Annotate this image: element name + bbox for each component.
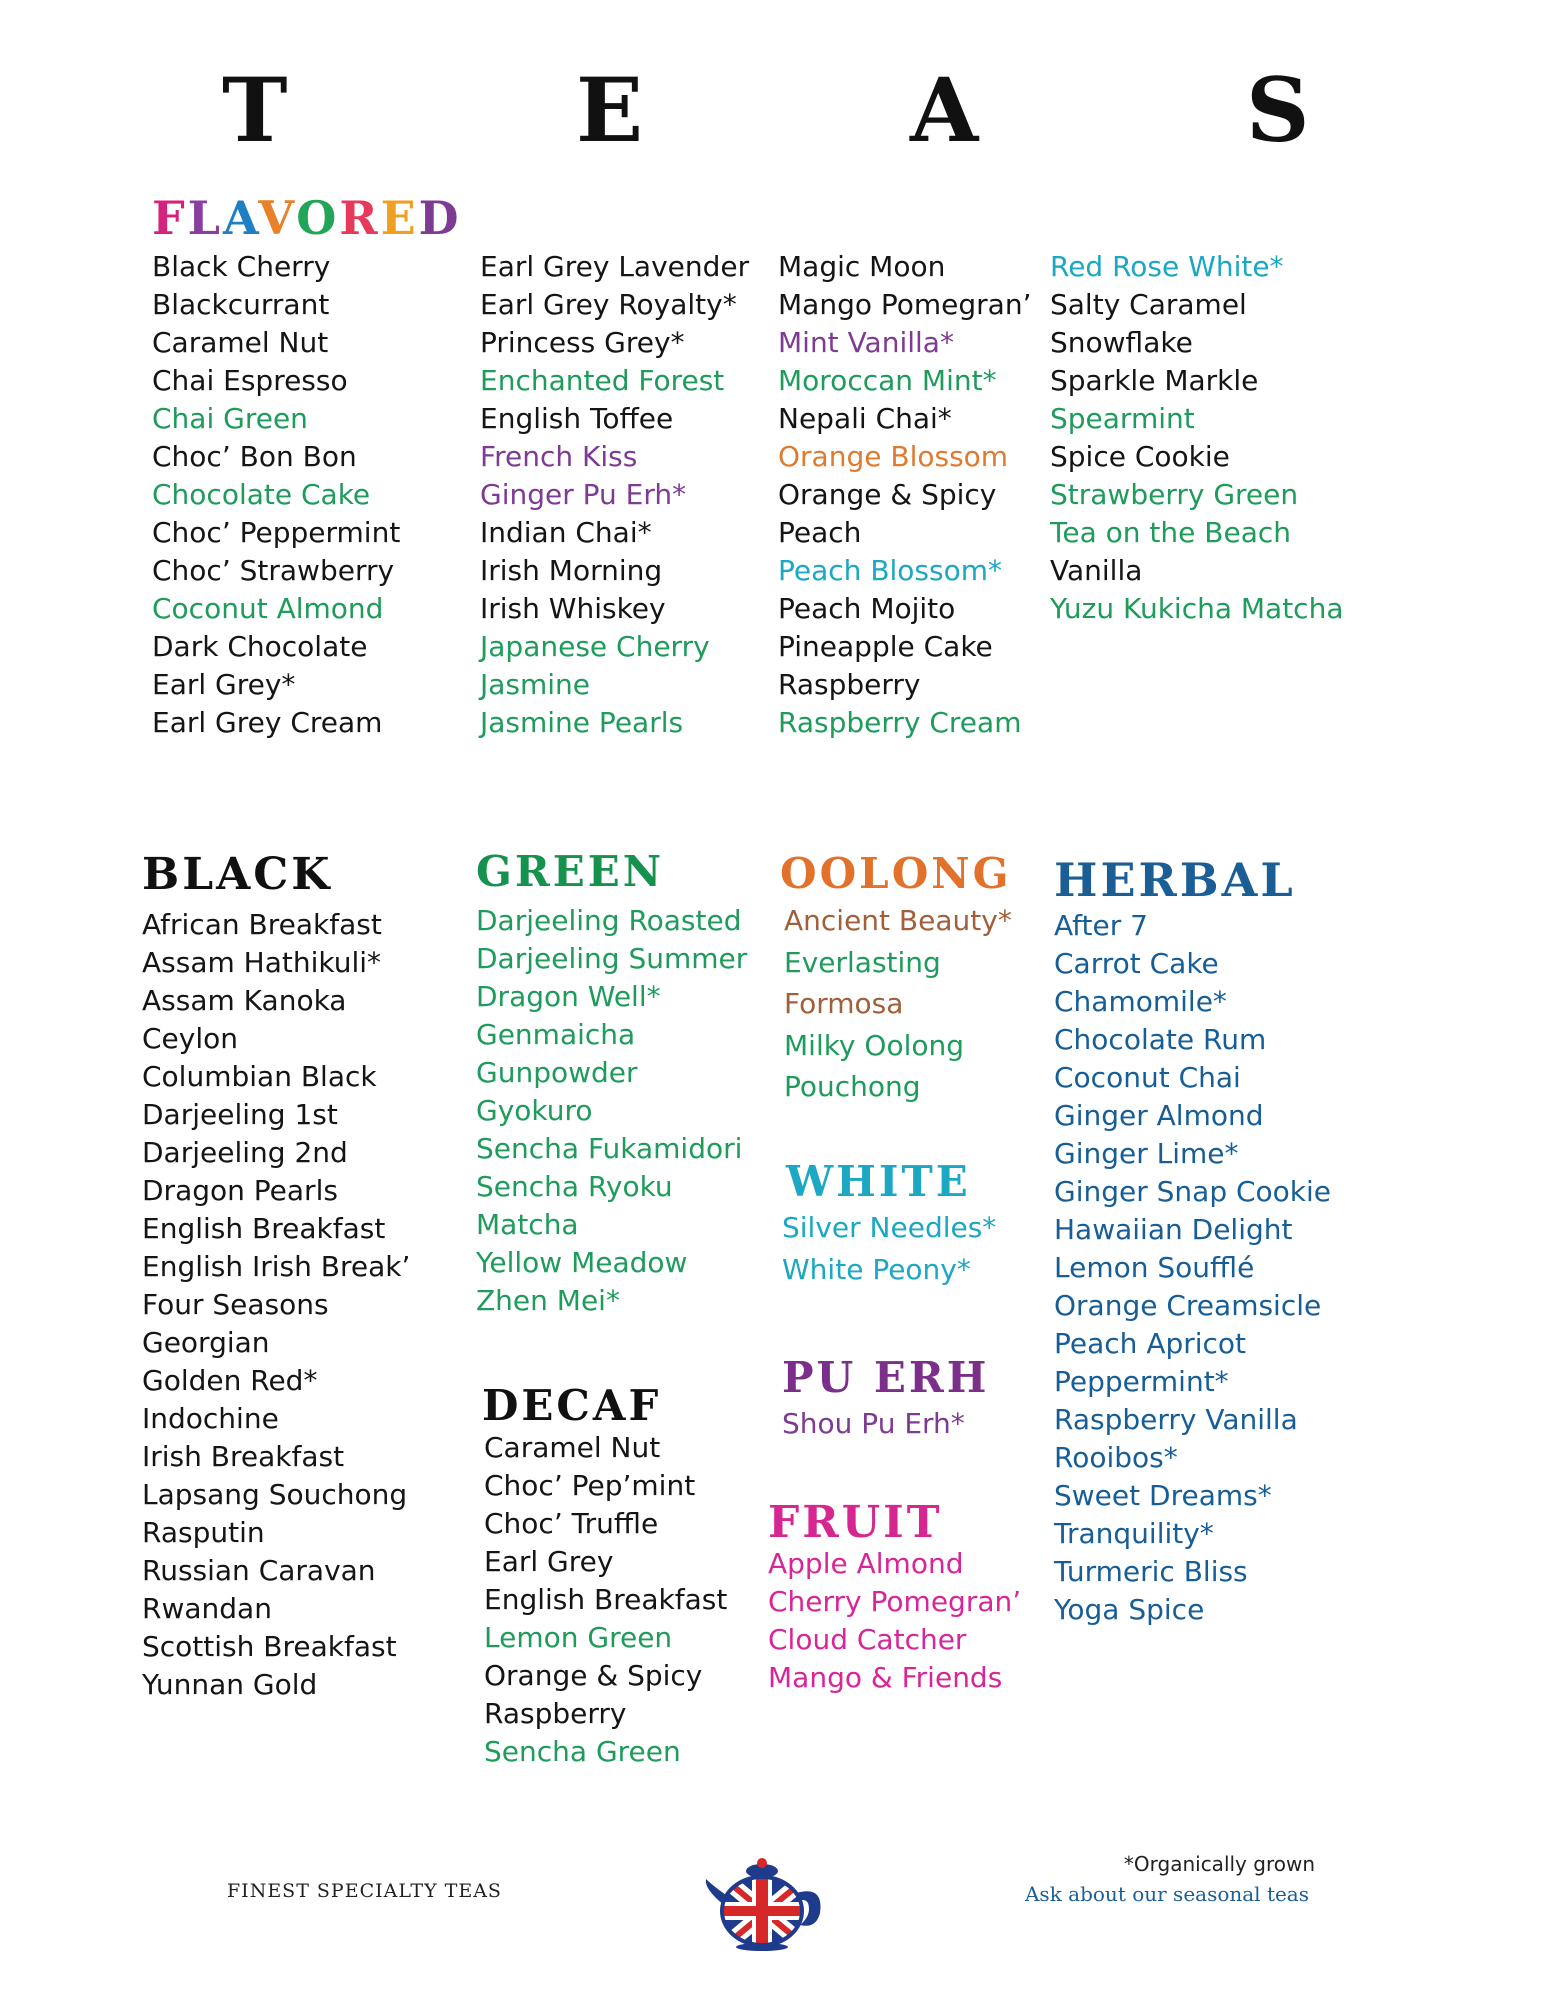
tea-item: Black Cherry — [152, 250, 331, 283]
decaf-list — [484, 1429, 727, 1771]
tea-item: Ginger Lime* — [1054, 1137, 1239, 1170]
tea-item: Gunpowder — [476, 1056, 638, 1089]
tea-item: White Peony* — [782, 1252, 971, 1286]
green-list — [476, 902, 747, 1320]
tea-item: Darjeeling Summer — [476, 942, 748, 975]
tea-item: Raspberry Vanilla — [1054, 1403, 1298, 1436]
tea-item: Earl Grey Lavender — [480, 250, 750, 283]
tea-item: Georgian — [142, 1326, 270, 1359]
tea-item: Chai Green — [152, 402, 308, 435]
tea-item: Spearmint — [1050, 402, 1195, 435]
tea-item: Pouchong — [784, 1070, 921, 1103]
tea-item: African Breakfast — [142, 908, 382, 941]
tea-item: Choc’ Peppermint — [152, 516, 401, 549]
herbal-list — [1054, 907, 1331, 1629]
tea-item: Pineapple Cake — [778, 630, 993, 663]
tea-item: Yunnan Gold — [142, 1668, 318, 1701]
union-jack-teapot-icon — [700, 1855, 835, 1955]
tea-item: Darjeeling 2nd — [142, 1136, 348, 1169]
seasonal-note: Ask about our seasonal teas — [1024, 1882, 1309, 1906]
tea-item: Jasmine Pearls — [480, 706, 684, 739]
tea-item: Dark Chocolate — [152, 630, 368, 663]
tea-item: Jasmine — [480, 668, 591, 701]
title-letter-a: A — [910, 58, 979, 162]
tea-item: Strawberry Green — [1050, 478, 1299, 511]
fruit-heading: FRUIT — [768, 1497, 943, 1548]
tea-item: Yoga Spice — [1054, 1593, 1205, 1626]
white-list — [782, 1207, 996, 1290]
tea-item: Orange & Spicy — [484, 1659, 703, 1692]
tea-item: Peach Apricot — [1054, 1327, 1247, 1360]
tea-item: Turmeric Bliss — [1054, 1555, 1248, 1588]
tea-item: Ginger Pu Erh* — [480, 478, 687, 511]
tea-item: Matcha — [476, 1208, 579, 1241]
title-letter-s: S — [1246, 58, 1310, 162]
tea-item: Tea on the Beach — [1050, 516, 1291, 549]
tea-item: Sparkle Markle — [1050, 364, 1259, 397]
tea-item: Choc’ Truffle — [484, 1507, 659, 1540]
tea-item: Nepali Chai* — [778, 402, 952, 435]
tea-item: Rooibos* — [1054, 1441, 1178, 1474]
tea-item: Ceylon — [142, 1022, 239, 1055]
tea-item: English Toffee — [480, 402, 674, 435]
flavored-list-col-2 — [480, 248, 749, 742]
tea-item: French Kiss — [480, 440, 638, 473]
black-heading: BLACK — [142, 849, 333, 900]
tea-item: Silver Needles* — [782, 1211, 997, 1244]
title-letter-t: T — [222, 58, 288, 162]
tea-item: Hawaiian Delight — [1054, 1213, 1293, 1246]
flavored-heading-letter: L — [187, 191, 224, 245]
tea-item: Formosa — [784, 987, 904, 1020]
black-list — [142, 906, 410, 1704]
tea-item: Irish Morning — [480, 554, 663, 587]
flavored-list-col-4 — [1050, 248, 1343, 628]
tea-item: Assam Kanoka — [142, 984, 347, 1017]
tea-item: Sencha Green — [484, 1735, 681, 1768]
tea-item: Everlasting — [784, 945, 941, 979]
tea-item: Earl Grey Cream — [152, 706, 383, 739]
tea-item: Raspberry — [484, 1697, 627, 1730]
tea-item: Indochine — [142, 1402, 279, 1435]
tea-item: Peach — [778, 516, 862, 549]
tea-item: English Breakfast — [142, 1212, 386, 1245]
tea-item: Magic Moon — [778, 250, 946, 283]
tea-item: Tranquility* — [1054, 1517, 1214, 1550]
oolong-list — [784, 900, 1012, 1108]
tea-item: Red Rose White* — [1050, 250, 1284, 283]
tea-item: Dragon Well* — [476, 980, 661, 1013]
tea-item: Snowflake — [1050, 326, 1193, 359]
tea-item: After 7 — [1054, 909, 1148, 942]
organic-note: *Organically grown — [1123, 1852, 1315, 1876]
tea-item: Raspberry — [778, 668, 921, 701]
tea-item: Cloud Catcher — [768, 1623, 967, 1656]
pu-erh-heading: PU ERH — [782, 1353, 990, 1402]
tea-item: Golden Red* — [142, 1364, 318, 1397]
tea-item: Spice Cookie — [1050, 440, 1230, 473]
tea-item: English Irish Break’ — [142, 1250, 411, 1283]
tea-item: Irish Whiskey — [480, 592, 666, 625]
tea-item: Rwandan — [142, 1592, 272, 1625]
tea-item: Orange & Spicy — [778, 478, 997, 511]
flavored-heading-letter: E — [380, 191, 419, 245]
tea-item: Vanilla — [1050, 554, 1143, 587]
tea-item: Choc’ Pep’mint — [484, 1469, 696, 1502]
herbal-heading: HERBAL — [1054, 853, 1296, 907]
tea-item: Earl Grey* — [152, 668, 296, 701]
tea-item: Mango Pomegran’ — [778, 288, 1032, 321]
tea-item: Coconut Chai — [1054, 1061, 1241, 1094]
tea-item: Raspberry Cream — [778, 706, 1022, 739]
tea-item: Orange Blossom — [778, 440, 1009, 473]
tea-item: Ginger Snap Cookie — [1054, 1175, 1332, 1208]
tea-item: Lemon Soufflé — [1054, 1251, 1255, 1284]
tea-item: Peppermint* — [1054, 1365, 1229, 1398]
tea-item: Apple Almond — [768, 1547, 964, 1580]
tea-item: Choc’ Bon Bon — [152, 440, 357, 473]
tea-item: Earl Grey — [484, 1545, 614, 1578]
tea-item: Princess Grey* — [480, 326, 685, 359]
tea-item: Salty Caramel — [1050, 288, 1247, 321]
tea-item: Choc’ Strawberry — [152, 554, 395, 587]
tea-item: Chamomile* — [1054, 985, 1227, 1018]
tea-item: Sencha Fukamidori — [476, 1132, 743, 1165]
fruit-list — [768, 1545, 1021, 1697]
tea-item: Russian Caravan — [142, 1554, 376, 1587]
tea-item: Sweet Dreams* — [1054, 1479, 1272, 1512]
tea-item: Ancient Beauty* — [784, 904, 1012, 937]
tea-item: Chocolate Cake — [152, 478, 371, 511]
tea-item: Lemon Green — [484, 1621, 673, 1654]
flavored-heading-letter: V — [258, 191, 297, 245]
tea-item: Irish Breakfast — [142, 1440, 345, 1473]
tea-item: Chocolate Rum — [1054, 1023, 1267, 1056]
tea-item: Peach Mojito — [778, 592, 956, 625]
tea-item: Chai Espresso — [152, 364, 348, 397]
decaf-heading: DECAF — [482, 1381, 662, 1430]
tea-item: Carrot Cake — [1054, 947, 1219, 980]
tea-item: Columbian Black — [142, 1060, 377, 1093]
tea-item: Gyokuro — [476, 1094, 593, 1127]
footer-tagline: FINEST SPECIALTY TEAS — [227, 1880, 502, 1902]
flavored-heading-letter: O — [296, 191, 340, 245]
tea-item: Moroccan Mint* — [778, 364, 997, 397]
tea-item: Sencha Ryoku — [476, 1170, 673, 1203]
tea-item: Japanese Cherry — [480, 630, 710, 663]
tea-item: Mango & Friends — [768, 1661, 1003, 1694]
tea-item: Milky Oolong — [784, 1028, 965, 1062]
page-title — [0, 55, 1545, 165]
flavored-heading-letter: D — [418, 191, 462, 245]
tea-item: Yellow Meadow — [476, 1246, 688, 1279]
flavored-heading-letter: R — [339, 191, 381, 245]
oolong-heading: OOLONG — [780, 849, 1012, 898]
tea-item: Zhen Mei* — [476, 1284, 620, 1317]
pu-erh-list — [782, 1405, 965, 1443]
tea-item: Mint Vanilla* — [778, 326, 954, 359]
tea-item: Caramel Nut — [484, 1431, 661, 1464]
tea-item: Ginger Almond — [1054, 1099, 1264, 1132]
tea-item: Yuzu Kukicha Matcha — [1050, 592, 1344, 625]
tea-item: Darjeeling Roasted — [476, 904, 742, 937]
tea-item: Darjeeling 1st — [142, 1098, 338, 1131]
tea-item: Peach Blossom* — [778, 554, 1003, 587]
tea-item: Shou Pu Erh* — [782, 1407, 965, 1440]
tea-item: Dragon Pearls — [142, 1174, 338, 1207]
tea-item: Cherry Pomegran’ — [768, 1585, 1022, 1618]
tea-item: Caramel Nut — [152, 326, 329, 359]
flavored-list-col-1 — [152, 248, 400, 742]
tea-item: Orange Creamsicle — [1054, 1289, 1322, 1322]
tea-item: Lapsang Souchong — [142, 1478, 408, 1511]
flavored-heading — [152, 190, 462, 246]
tea-item: Enchanted Forest — [480, 364, 725, 397]
tea-item: Earl Grey Royalty* — [480, 288, 737, 321]
tea-item: Coconut Almond — [152, 592, 384, 625]
green-heading: GREEN — [476, 847, 665, 896]
flavored-heading-letter: A — [223, 191, 259, 245]
tea-item: Rasputin — [142, 1516, 265, 1549]
flavored-list-col-3 — [778, 248, 1031, 742]
title-letter-e: E — [576, 58, 644, 162]
tea-item: Blackcurrant — [152, 288, 330, 321]
flavored-heading-letter: F — [152, 191, 188, 245]
tea-item: English Breakfast — [484, 1583, 728, 1616]
white-heading: WHITE — [786, 1157, 971, 1206]
tea-item: Indian Chai* — [480, 516, 652, 549]
tea-item: Genmaicha — [476, 1018, 636, 1051]
tea-item: Scottish Breakfast — [142, 1630, 397, 1663]
tea-item: Assam Hathikuli* — [142, 946, 382, 979]
tea-item: Four Seasons — [142, 1288, 329, 1321]
